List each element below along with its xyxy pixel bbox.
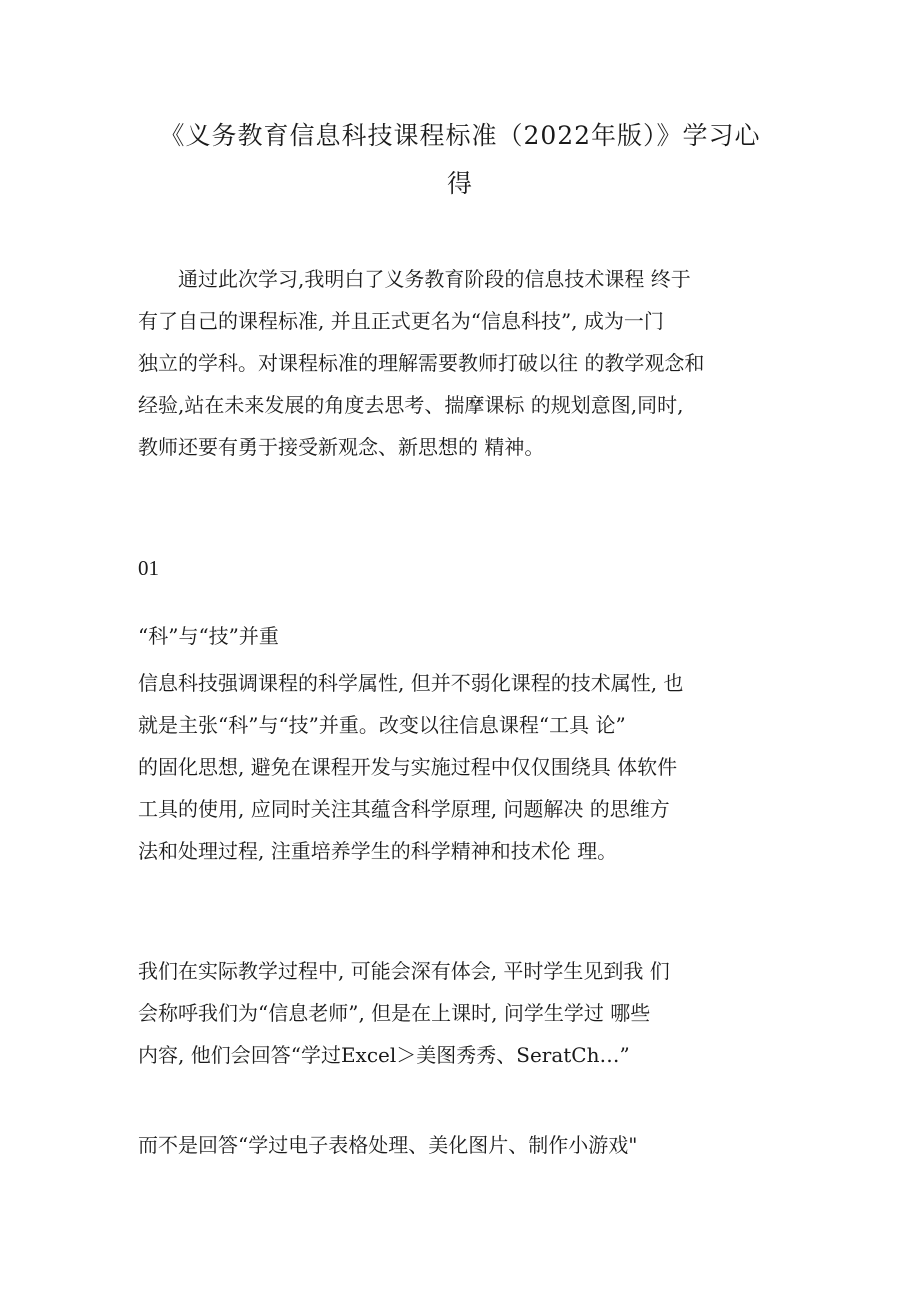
section-body-line: 就是主张“科”与“技”并重。改变以往信息课程“工具 论” [138,713,626,737]
section-body-line: 信息科技强调课程的科学属性, 但并不弱化课程的技术属性, 也 [138,671,684,695]
section-body-paragraph [138,662,798,872]
title-line-2: 得 [446,169,473,198]
title-line-1: 《义务教育信息科技课程标准（2022年版）》学习心 [159,121,761,150]
intro-line: 教师还要有勇于接受新观念、新思想的 精神。 [138,435,545,459]
section-number: 01 [138,556,159,580]
closing-paragraph [138,1124,798,1166]
intro-line: 经验,站在未来发展的角度去思考、揣摩课标 的规划意图,同时, [138,393,684,417]
section-body-line: 工具的使用, 应同时关注其蕴含科学原理, 问题解决 的思维方 [138,797,670,821]
intro-line: 有了自己的课程标准, 并且正式更名为“信息科技”, 成为一门 [138,309,664,333]
closing-line: 而不是回答“学过电子表格处理、美化图片、制作小游戏" [138,1133,638,1157]
document-title [118,112,802,208]
intro-paragraph [138,258,798,468]
intro-line: 独立的学科。对课程标准的理解需要教师打破以往 的教学观念和 [138,351,705,375]
example-line: 我们在实际教学过程中, 可能会深有体会, 平时学生见到我 们 [138,959,670,983]
example-line: 内容, 他们会回答“学过Excel＞美图秀秀、SeratCh…” [138,1043,630,1067]
section-title: “科”与“技”并重 [138,624,279,648]
intro-line: 通过此次学习,我明白了义务教育阶段的信息技术课程 终于 [138,267,691,291]
section-body-line: 法和处理过程, 注重培养学生的科学精神和技术伦 理。 [138,839,618,863]
example-paragraph [138,950,798,1076]
section-body-line: 的固化思想, 避免在课程开发与实施过程中仅仅围绕具 体软件 [138,755,678,779]
example-line: 会称呼我们为“信息老师”, 但是在上课时, 问学生学过 哪些 [138,1001,651,1025]
